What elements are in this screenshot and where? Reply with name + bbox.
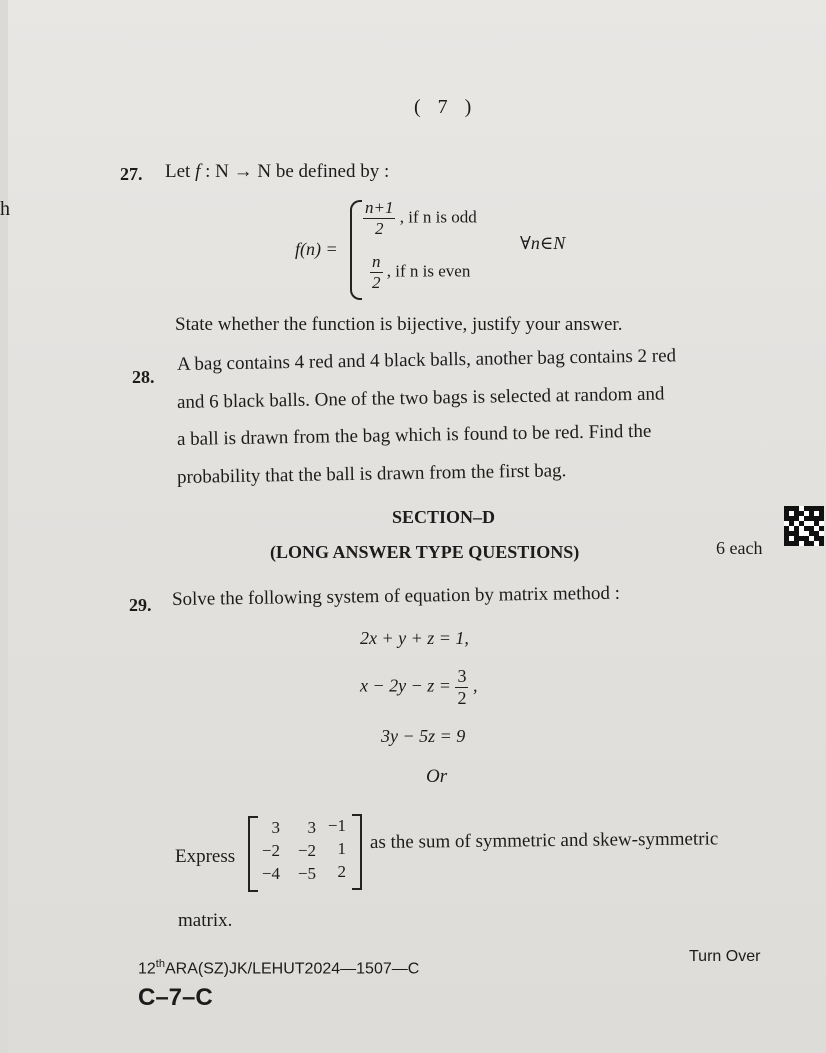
q29-eq2-tail: , <box>472 675 478 696</box>
q27-case1-den: 2 <box>374 219 384 238</box>
q29-or: Or <box>426 766 448 787</box>
q29-number: 29. <box>129 595 152 615</box>
q27-case1 <box>363 198 477 239</box>
section-subtitle: (LONG ANSWER TYPE QUESTIONS) <box>270 542 580 562</box>
q29-eq1: 2x + y + z = 1, <box>360 628 469 648</box>
matrix-cell: 3 <box>271 818 280 837</box>
matrix-cell: 3 <box>307 818 316 837</box>
matrix-cell: 1 <box>337 839 346 858</box>
edge-mark: h <box>0 198 10 220</box>
series-code: C–7–C <box>138 984 213 1011</box>
q29-express: Express <box>175 846 236 867</box>
q27-case1-frac <box>363 198 395 239</box>
q29-eq2-lhs: x − 2y − z = <box>360 675 451 696</box>
paper-code-sup: th <box>155 958 165 970</box>
q27-case2-den: 2 <box>372 273 381 292</box>
turn-over: Turn Over <box>689 948 761 965</box>
q27-intro <box>165 161 389 183</box>
q27-question: State whether the function is bijective, justify your answer. <box>175 314 623 335</box>
matrix-cell: 2 <box>337 862 346 881</box>
q29-eq2-num: 3 <box>457 666 467 686</box>
q27-brace <box>350 200 362 300</box>
section-marks: 6 each <box>716 538 763 558</box>
q29-tail2: matrix. <box>178 910 233 931</box>
q29-eq2-den: 2 <box>457 688 467 708</box>
q27-case2-cond: , if n is even <box>386 261 471 281</box>
matrix-cell: −2 <box>297 841 316 860</box>
matrix-cell: −4 <box>261 864 280 883</box>
matrix-cell: −5 <box>297 864 316 883</box>
matrix-cell: −2 <box>261 841 280 860</box>
q27-let: Let <box>165 161 191 182</box>
section-title: SECTION–D <box>392 507 496 527</box>
q27-case2-num: n <box>372 252 381 271</box>
q29-eq2 <box>360 666 477 709</box>
q27-case2-frac <box>370 252 383 293</box>
q27-case2 <box>370 252 470 293</box>
q27-fn-lhs: f(n) = <box>295 239 338 259</box>
paper-code-rest: ARA(SZ)JK/LEHUT2024—1507—C <box>164 960 420 978</box>
paper-code <box>138 958 419 978</box>
q27-number: 27. <box>120 164 143 184</box>
q28-line3: a ball is drawn from the bag which is found to be red. Find the <box>176 420 652 450</box>
q28-line2: and 6 black balls. One of the two bags is selected at random and <box>176 383 665 413</box>
matrix-cell: −1 <box>327 816 346 835</box>
page-number: ( 7 ) <box>414 96 478 118</box>
q28-number: 28. <box>132 367 155 387</box>
q28-line1: A bag contains 4 red and 4 black balls, another bag contains 2 red <box>176 345 677 375</box>
q27-domain: ∀n∈N <box>520 233 566 253</box>
q29-question: Solve the following system of equation by matrix method : <box>171 582 621 610</box>
q29-eq2-frac <box>455 666 468 709</box>
qr-code-icon <box>784 506 824 546</box>
q27-f: f <box>195 161 201 182</box>
q29-tail: as the sum of symmetric and skew-symmetric <box>369 828 719 853</box>
q27-map: : N → N be defined by : <box>205 161 390 182</box>
q29-eq3: 3y − 5z = 9 <box>381 726 466 746</box>
paper-code-prefix: 12 <box>138 960 156 978</box>
q28-line4: probability that the ball is drawn from the first bag. <box>176 460 567 488</box>
matrix-right-bracket <box>352 814 362 890</box>
q27-case1-cond: , if n is odd <box>399 207 477 227</box>
q27-case1-num: n+1 <box>365 198 394 217</box>
